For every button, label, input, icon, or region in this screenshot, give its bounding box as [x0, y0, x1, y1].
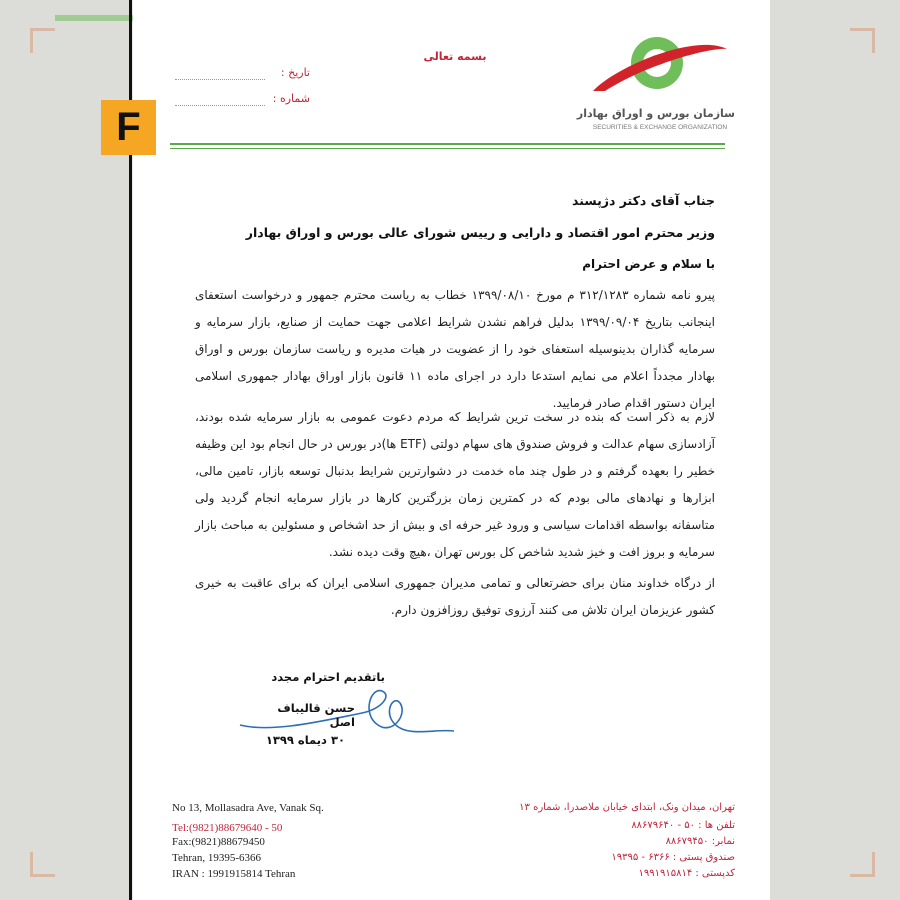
corner-mark	[30, 852, 55, 877]
footer-fa-address: تهران، میدان ونک، ابتدای خیابان ملاصدرا، شماره ۱۳	[519, 802, 735, 813]
footer-fa-tel: تلفن ها : ۵۰ - ۸۸۶۷۹۶۴۰	[631, 820, 735, 831]
footer-en-tel: Tel:(9821)88679640 - 50	[172, 822, 283, 834]
number-field	[175, 92, 310, 108]
body-paragraph-3: از درگاه خداوند منان برای حضرتعالی و تمامی مدیران جمهوری اسلامی ایران که برای عاقبت به خیری کشور عزیزمان ایران تلاش می کنند آرزوی توفیق روزافزون دارم.	[195, 576, 715, 617]
body-paragraph-1: پیرو نامه شماره ۳۱۲/۱۲۸۳ م مورخ ۱۳۹۹/۰۸/۱۰ خطاب به ریاست محترم جمهور و درخواست استعفای اینجانب بتاریخ ۱۳۹۹/۰۹/۰۴ بدلیل فراهم نشدن شرایط اعلامی جهت حمایت از صنایع، بازار سرمایه و سرمایه گذاران بدینوسیله استعفای خود را از عضویت در هیات مدیره و ریاست سازمان بورس و اوراق بهادار مجدداً اعلام می نمایم استدعا دارد در اجرای ماده ۱۱ قانون بازار اوراق بهادار جمهوری اسلامی ایران دستور اقدام صادر فرمایید.	[195, 288, 716, 410]
brand-badge: F	[101, 100, 156, 155]
org-name-fa: سازمان بورس و اوراق بهادار	[576, 107, 735, 120]
background-right	[770, 0, 900, 900]
footer-en-postal: Tehran, 19395-6366	[172, 852, 262, 864]
recipient-title: وزیر محترم امور اقتصاد و دارایی و رییس شورای عالی بورس و اوراق بهادار	[245, 225, 715, 240]
sign-date: ۳۰ دیماه ۱۳۹۹	[265, 733, 345, 747]
corner-mark	[850, 28, 875, 53]
greeting: با سلام و عرض احترام	[582, 257, 715, 271]
footer-fa-postal: صندوق پستی : ۶۳۶۶ - ۱۹۳۹۵	[611, 852, 735, 863]
date-field	[175, 66, 310, 82]
footer-fa-zip: کدپستی : ۱۹۹۱۹۱۵۸۱۴	[638, 868, 735, 879]
corner-mark	[850, 852, 875, 877]
logo-emblem	[585, 25, 735, 105]
signer-name: حسن قالیباف اصل	[277, 701, 355, 729]
corner-mark	[30, 28, 55, 53]
footer-en-iran: IRAN : 1991915814 Tehran	[172, 868, 296, 880]
footer-en-fax: Fax:(9821)88679450	[172, 836, 265, 848]
footer-en-address: No 13, Mollasadra Ave, Vanak Sq.	[172, 802, 324, 814]
recipient-name: جناب آقای دکتر دژپسند	[572, 193, 715, 208]
header-rule	[170, 148, 725, 149]
number-label: شماره :	[272, 92, 310, 105]
header-rule	[170, 143, 725, 145]
body-paragraph-2: لازم به ذکر است که بنده در سخت ترین شرایط که مردم دعوت عمومی به بازار سرمایه شده بودند، آزادسازی سهام عدالت و فروش صندوق های سهام دولتی (ETF ها)در بورس در حال انجام بود این وظیفه خطیر را بعهده گرفتم و در طول چند ماه خدمت در دشوارترین شرایط بدنبال توسعه بازار، تامین مالی، ابزارها و نهادهای مالی بودم که در کمترین زمان بزرگترین کارها در بازار سرمایه انجام گردید ولی متاسفانه بواسطه اقدامات سیاسی و ورود غیر حرفه ای و بیش از حد اشخاص و مسئولین به مباحث بازار سرمایه و بروز افت و خیز شدید شاخص کل بورس تهران ،هیچ وقت دیده نشد.	[195, 410, 715, 559]
org-name-en: SECURITIES & EXCHANGE ORGANIZATION	[592, 124, 728, 131]
invocation: بسمه تعالی	[423, 50, 487, 63]
date-label: تاریخ :	[280, 66, 310, 79]
footer-fa-fax: نمابر: ۸۸۶۷۹۴۵۰	[665, 836, 735, 847]
org-logo	[576, 25, 735, 135]
closing-line: باتقدیم احترام مجدد	[271, 670, 385, 684]
